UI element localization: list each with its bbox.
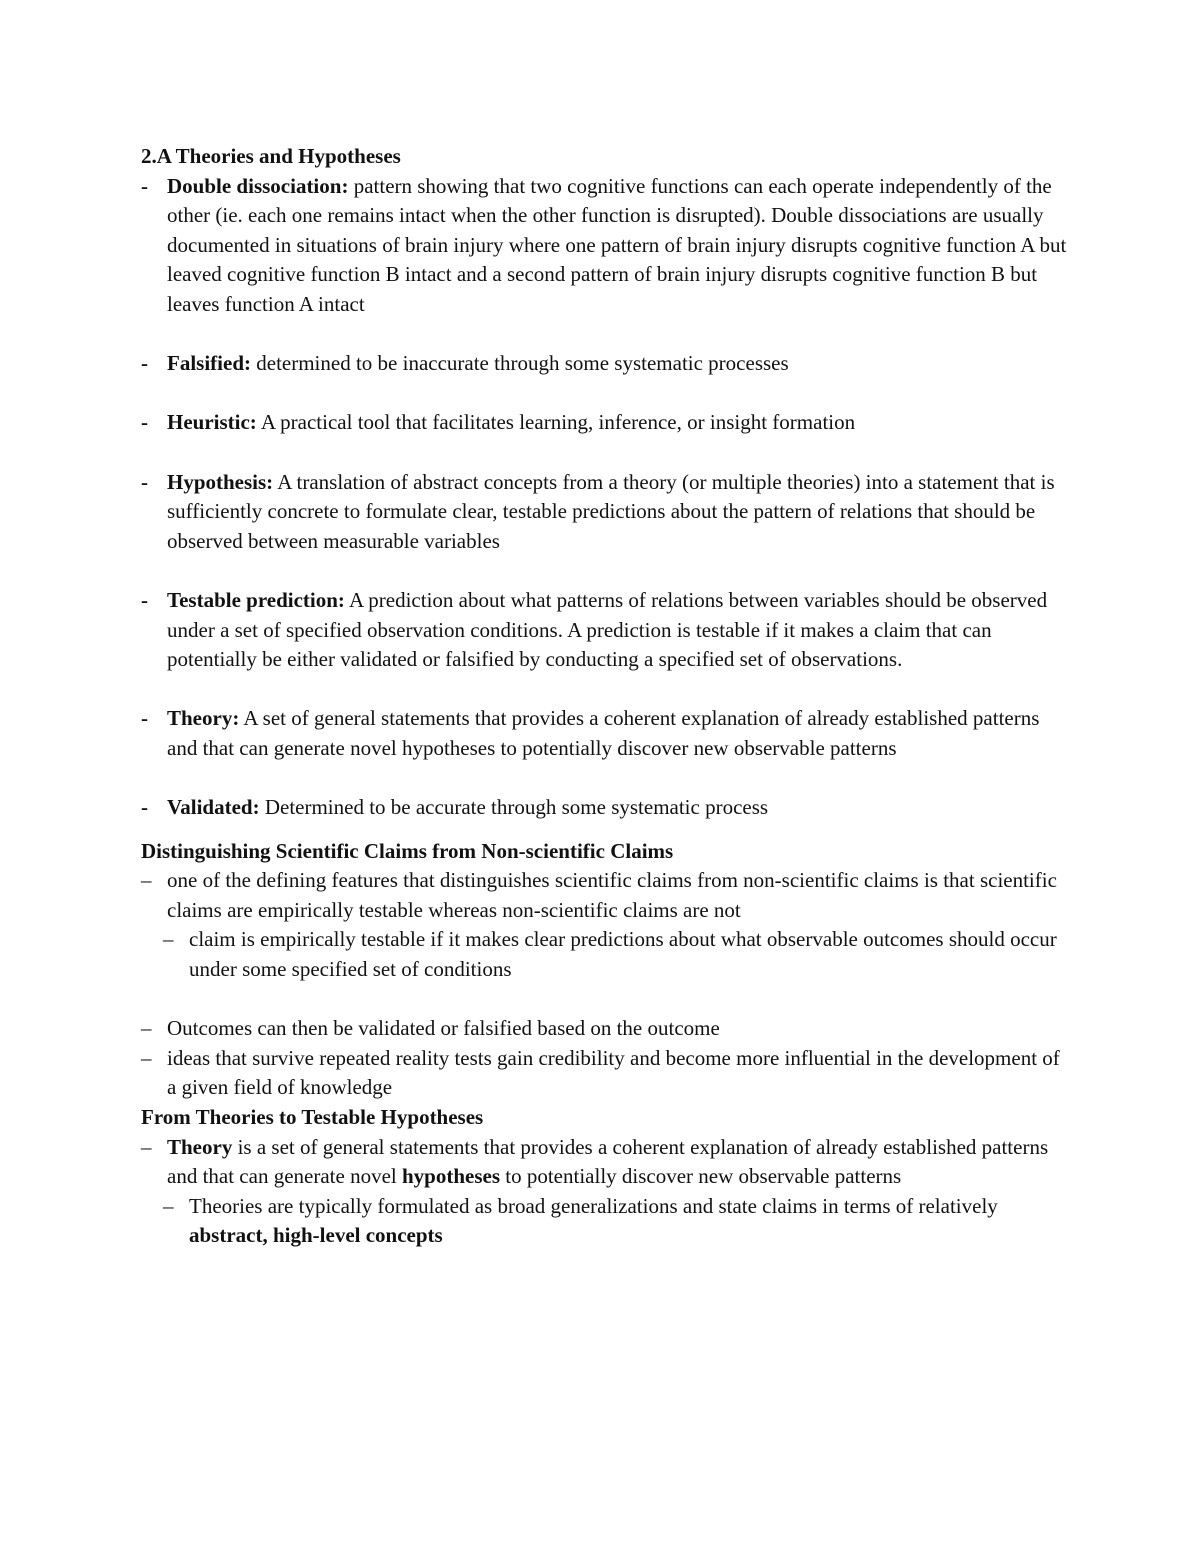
list-item (141, 1133, 1071, 1192)
list-item-text: Theories are typically formulated as broad generalizations and state claims in terms of relatively (189, 1193, 998, 1218)
bullet-dash: - (141, 410, 148, 435)
bullet-dash: – (141, 1016, 152, 1041)
bullet-dash: - (141, 351, 148, 376)
bold-term-abstract-concepts: abstract, high-level concepts (189, 1223, 443, 1248)
list-item-nested (163, 925, 1071, 984)
bold-term-theory: Theory (167, 1134, 233, 1159)
bullet-dash: - (141, 469, 148, 494)
list-item (141, 1044, 1071, 1103)
bullet-dash: - (141, 173, 148, 198)
definition-validated (141, 793, 1071, 823)
list-item (141, 1014, 1071, 1044)
definition-text: A prediction about what patterns of relations between variables should be observed under a set of specified observation conditions. A prediction is testable if it makes a claim that can potentially be either validated or falsified by conducting a specified set of observations. (167, 587, 1048, 672)
definition-text: determined to be inaccurate through some systematic processes (256, 351, 789, 376)
document-page (141, 142, 1071, 1251)
list-item-text: is a set of general statements that provides a coherent explanation of already established patterns and that can generate novel (167, 1134, 1049, 1189)
definition-text: A practical tool that facilitates learning, inference, or insight formation (260, 410, 856, 435)
list-item-text: ideas that survive repeated reality tests gain credibility and become more influential in the development of a given field of knowledge (167, 1045, 1060, 1100)
section-title-theories-hypotheses: 2.A Theories and Hypotheses (141, 144, 401, 168)
list-item (141, 866, 1071, 925)
section-title-theories-to-hypotheses: From Theories to Testable Hypotheses (141, 1105, 484, 1129)
definition-term: Heuristic: (167, 410, 257, 435)
definition-text: A set of general statements that provides a coherent explanation of already established patterns and that can generate novel hypotheses to potentially discover new observable patterns (167, 706, 1040, 760)
definition-falsified (141, 349, 1071, 379)
list-item-text: Outcomes can then be validated or falsified based on the outcome (167, 1016, 720, 1041)
definition-double-dissociation (141, 172, 1071, 320)
bold-term-hypotheses: hypotheses (401, 1164, 500, 1189)
bullet-dash: – (163, 1193, 174, 1218)
bullet-dash: - (141, 706, 148, 731)
definition-text: Determined to be accurate through some systematic process (264, 795, 769, 820)
section-title-scientific-claims: Distinguishing Scientific Claims from Non-scientific Claims (141, 838, 674, 863)
definition-term: Validated: (167, 795, 260, 820)
definition-testable-prediction (141, 586, 1071, 675)
bullet-dash: - (141, 795, 148, 820)
definition-text: pattern showing that two cognitive functions can each operate independently of the other (ie. each one remains intact when the other function is disrupted). Double dissociations are usually documented in situations of brain injury where one pattern of brain injury disrupts cognitive function A but leaved cognitive function B intact and a second pattern of brain injury disrupts cognitive function B but leaves function A intact (167, 173, 1067, 316)
bullet-dash: – (141, 1045, 152, 1070)
spacer (141, 985, 1071, 1015)
bullet-dash: – (163, 927, 174, 952)
bullet-dash: – (141, 868, 152, 893)
bullet-dash: – (141, 1134, 152, 1159)
list-item-text: one of the defining features that distinguishes scientific claims from non-scientific claims is that scientific claims are empirically testable whereas non-scientific claims are not (167, 868, 1057, 922)
definition-hypothesis (141, 468, 1071, 557)
definition-theory (141, 704, 1071, 763)
definition-text: A translation of abstract concepts from a theory (or multiple theories) into a statement that is sufficiently concrete to formulate clear, testable predictions about the pattern of relations that should be observed between measurable variables (167, 469, 1055, 553)
definition-term: Falsified: (167, 351, 251, 376)
list-item-text: to potentially discover new observable patterns (500, 1164, 902, 1189)
list-item-nested (163, 1192, 1071, 1251)
definition-term: Double dissociation: (167, 173, 349, 198)
list-item-text: claim is empirically testable if it makes clear predictions about what observable outcomes should occur under some specified set of conditions (189, 927, 1057, 982)
definition-term: Hypothesis: (167, 469, 274, 494)
definition-term: Testable prediction: (167, 587, 345, 612)
definition-heuristic (141, 408, 1071, 438)
definition-term: Theory: (167, 706, 240, 731)
bullet-dash: - (141, 587, 148, 612)
